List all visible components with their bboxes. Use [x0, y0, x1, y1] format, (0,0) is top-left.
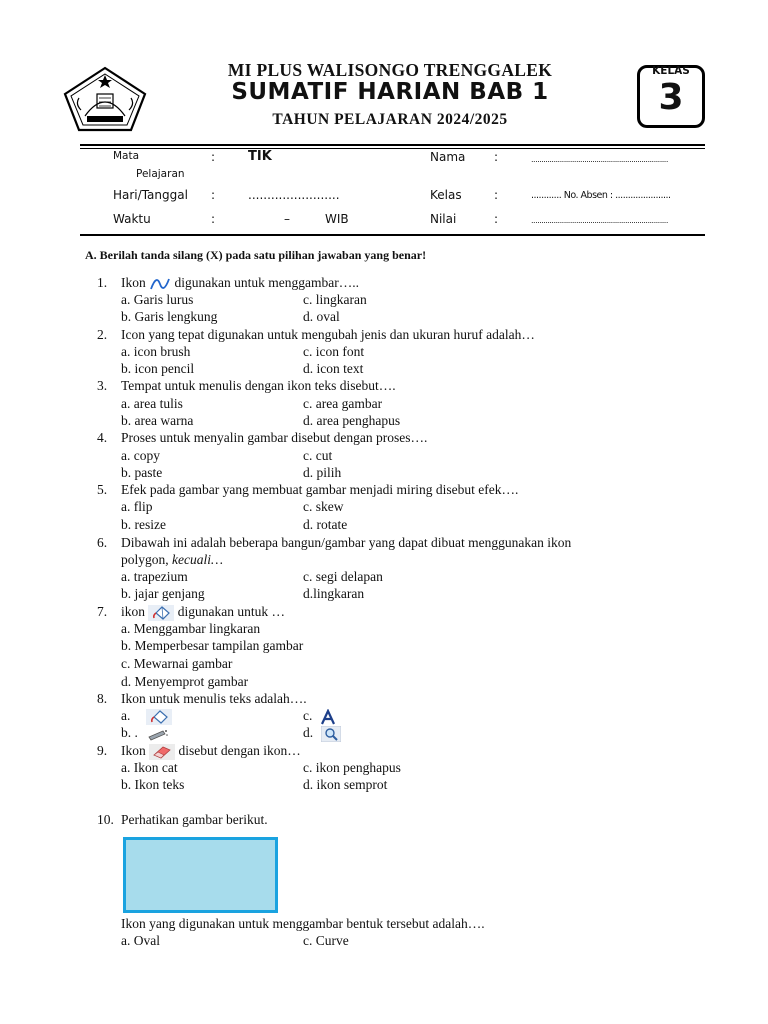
- question-7: [121, 604, 285, 621]
- score-colon: :: [494, 212, 499, 226]
- score-label: Nilai: [430, 212, 457, 226]
- text-icon: [320, 709, 336, 725]
- header-divider-thin: [80, 148, 705, 149]
- class-colon: :: [494, 188, 499, 202]
- question-number: 10.: [97, 812, 114, 827]
- option-d[interactable]: d. ikon semprot: [303, 777, 388, 792]
- subject-value: TIK: [248, 149, 272, 164]
- instruction: A. Berilah tanda silang (X) pada satu pilihan jawaban yang benar!: [85, 248, 427, 262]
- fill-bucket-icon: [146, 709, 172, 725]
- option-b[interactable]: b. paste: [121, 465, 163, 480]
- time-colon: :: [211, 212, 216, 226]
- subject-label-1: Mata: [113, 150, 140, 162]
- airbrush-icon: [147, 727, 169, 741]
- option-a[interactable]: a. trapezium: [121, 569, 188, 584]
- question-text: digunakan untuk menggambar…..: [171, 275, 359, 290]
- option-b[interactable]: b. Garis lengkung: [121, 309, 218, 324]
- question-3: Tempat untuk menulis dengan ikon teks disebut….: [121, 378, 396, 393]
- question-text: Ikon: [121, 743, 150, 758]
- option-b[interactable]: b. Memperbesar tampilan gambar: [121, 638, 304, 653]
- option-b[interactable]: b. jajar genjang: [121, 586, 205, 601]
- class-badge: [637, 65, 705, 128]
- option-a[interactable]: [121, 708, 172, 725]
- question-number: 4.: [97, 430, 108, 445]
- option-c[interactable]: c. Mewarnai gambar: [121, 656, 233, 671]
- question-1: [121, 275, 359, 292]
- option-d[interactable]: [303, 725, 341, 742]
- question-9: [121, 743, 301, 760]
- question-10-prompt: Ikon yang digunakan untuk menggambar bentuk tersebut adalah….: [121, 916, 485, 931]
- score-field[interactable]: ...................................................................: [531, 216, 668, 225]
- option-a[interactable]: a. flip: [121, 499, 153, 514]
- option-b[interactable]: [121, 725, 169, 741]
- question-5: Efek pada gambar yang membuat gambar menjadi miring disebut efek….: [121, 482, 519, 497]
- option-b[interactable]: b. icon pencil: [121, 361, 195, 376]
- time-label: Waktu: [113, 212, 151, 226]
- time-dash: –: [284, 212, 290, 226]
- class-badge-value: 3: [658, 77, 684, 118]
- question-text: disebut dengan ikon…: [175, 743, 301, 758]
- class-badge-label: KELAS: [652, 65, 690, 77]
- question-2: Icon yang tepat digunakan untuk mengubah jenis dan ukuran huruf adalah…: [121, 327, 535, 342]
- option-a[interactable]: a. icon brush: [121, 344, 191, 359]
- school-name: MI PLUS WALISONGO TRENGGALEK: [227, 60, 553, 80]
- option-b[interactable]: b. area warna: [121, 413, 194, 428]
- option-letter: b. .: [121, 725, 138, 740]
- question-number: 3.: [97, 378, 108, 393]
- question-number: 5.: [97, 482, 108, 497]
- date-value[interactable]: ........................: [248, 188, 340, 202]
- option-d[interactable]: d.lingkaran: [303, 586, 365, 601]
- rectangle-figure: [123, 837, 278, 913]
- curve-icon: [149, 276, 171, 292]
- option-c[interactable]: c. cut: [303, 448, 333, 463]
- option-d[interactable]: d. Menyemprot gambar: [121, 674, 249, 689]
- option-letter: a.: [121, 708, 131, 723]
- date-label: Hari/Tanggal: [113, 188, 188, 202]
- magnifier-icon: [321, 726, 341, 742]
- question-number: 9.: [97, 743, 108, 758]
- subject-colon: :: [211, 150, 216, 164]
- subject-label-2: Pelajaran: [136, 168, 185, 180]
- option-letter: c.: [303, 708, 313, 723]
- option-c[interactable]: c. segi delapan: [303, 569, 383, 584]
- name-colon: :: [494, 150, 499, 164]
- question-text: ikon: [121, 604, 149, 619]
- question-text-emphasis: kecuali…: [172, 552, 223, 567]
- option-b[interactable]: b. resize: [121, 517, 166, 532]
- question-number: 2.: [97, 327, 108, 342]
- option-a[interactable]: a. Ikon cat: [121, 760, 178, 775]
- option-c[interactable]: c. icon font: [303, 344, 365, 359]
- option-c[interactable]: c. area gambar: [303, 396, 383, 411]
- question-4: Proses untuk menyalin gambar disebut dengan proses….: [121, 430, 428, 445]
- option-c[interactable]: c. skew: [303, 499, 344, 514]
- option-d[interactable]: d. area penghapus: [303, 413, 401, 428]
- class-label: Kelas: [430, 188, 462, 202]
- option-a[interactable]: a. Menggambar lingkaran: [121, 621, 261, 636]
- eraser-icon: [149, 744, 175, 760]
- name-label: Nama: [430, 150, 466, 164]
- option-c[interactable]: [303, 708, 336, 725]
- question-number: 8.: [97, 691, 108, 706]
- option-c[interactable]: c. lingkaran: [303, 292, 367, 307]
- info-divider: [80, 234, 705, 236]
- option-b[interactable]: b. Ikon teks: [121, 777, 185, 792]
- option-d[interactable]: d. icon text: [303, 361, 364, 376]
- option-letter: d.: [303, 725, 314, 740]
- time-unit: WIB: [325, 212, 349, 226]
- class-absen-field[interactable]: ............ No. Absen : ......................: [531, 190, 671, 201]
- question-10: Perhatikan gambar berikut.: [121, 812, 268, 827]
- question-text: Ikon: [121, 275, 150, 290]
- question-8: Ikon untuk menulis teks adalah….: [121, 691, 307, 706]
- option-a[interactable]: a. Garis lurus: [121, 292, 194, 307]
- question-number: 1.: [97, 275, 108, 290]
- header-divider: [80, 144, 705, 146]
- question-6: Dibawah ini adalah beberapa bangun/gambar yang dapat dibuat menggunakan ikon: [121, 535, 572, 550]
- question-number: 7.: [97, 604, 108, 619]
- option-d[interactable]: d. rotate: [303, 517, 348, 532]
- fill-bucket-icon: [148, 605, 174, 621]
- option-d[interactable]: d. oval: [303, 309, 340, 324]
- date-colon: :: [211, 188, 216, 202]
- question-6-continued: [121, 552, 223, 568]
- question-text: polygon,: [121, 552, 173, 567]
- option-a[interactable]: a. Oval: [121, 933, 160, 948]
- option-c[interactable]: c. Curve: [303, 933, 349, 948]
- option-d[interactable]: d. pilih: [303, 465, 342, 480]
- name-field[interactable]: ...................................................................: [531, 155, 668, 164]
- page-title: SUMATIF HARIAN BAB 1: [231, 79, 549, 105]
- school-logo: [63, 66, 147, 132]
- academic-year: TAHUN PELAJARAN 2024/2025: [272, 111, 508, 128]
- question-number: 6.: [97, 535, 108, 550]
- option-c[interactable]: c. ikon penghapus: [303, 760, 401, 775]
- option-a[interactable]: a. area tulis: [121, 396, 183, 411]
- option-a[interactable]: a. copy: [121, 448, 160, 463]
- question-text: digunakan untuk …: [174, 604, 286, 619]
